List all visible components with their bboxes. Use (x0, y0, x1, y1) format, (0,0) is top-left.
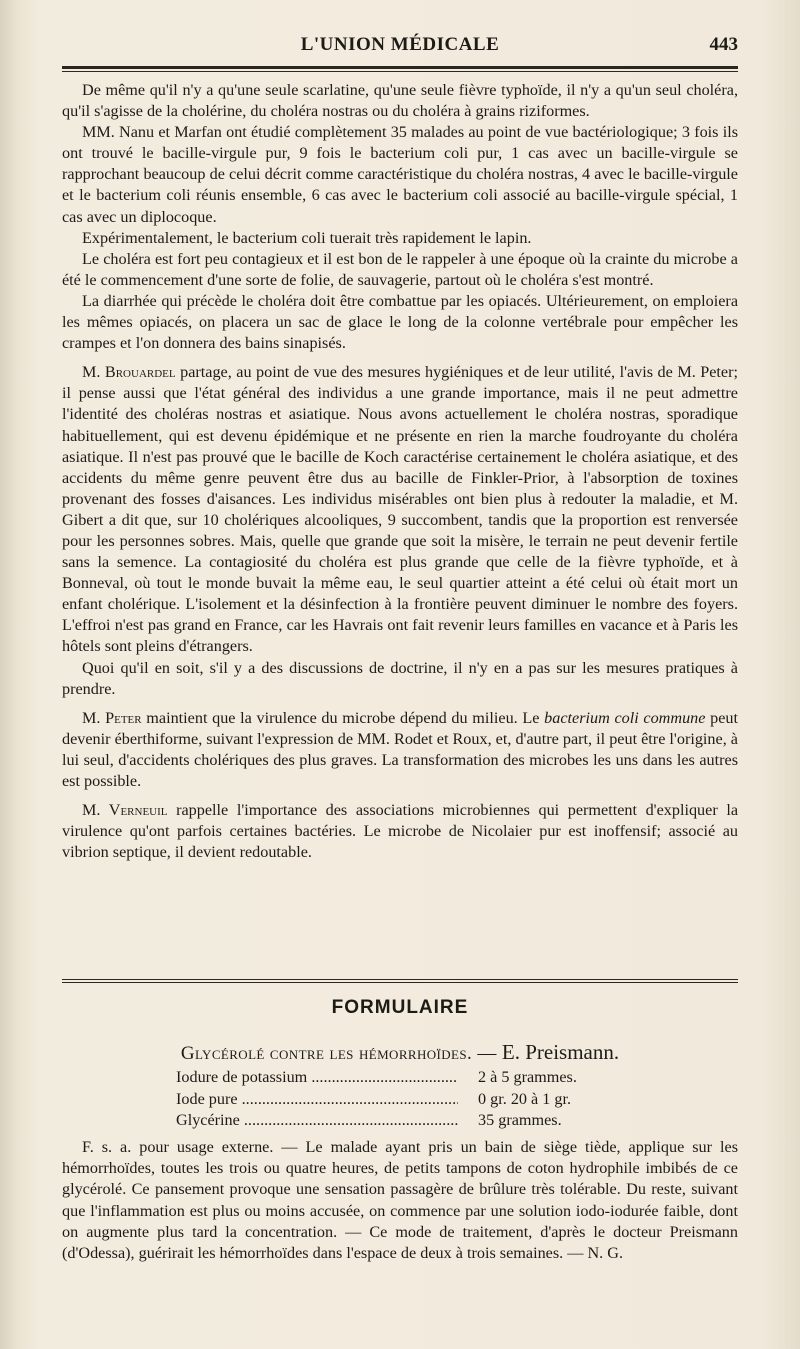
paragraph-brouardel (62, 362, 738, 657)
header-rule-thin (62, 71, 738, 72)
paragraph-text: peut devenir éberthiforme, suivant l'expression de MM. Rodet et Roux, et, d'autre part, il peut être l'origine, à lui seul, d'accidents cholériques des plus graves. La transformation des microbes les uns dans les autres est possible. (62, 708, 738, 790)
paragraph-text: partage, au point de vue des mesures hygiéniques et de leur utilité, l'avis de M. Peter; il pense aussi que l'état général des individus a une grande importance, mais il ne peut admettre l'identité des choléras nostras et asiatique. Nous avons actuellement le choléra nostras, sporadique habituellement, qui est devenu épidémique et ne présente en rien la marche foudroyante du choléra asiatique. Il n'est pas prouvé que le bacille de Koch caractérise certainement le choléra asiatique, et des accidents du même genre peuvent être dus au bacille de Finkler-Prior, à l'absorption de toxines provenant des fosses d'aisances. Les individus misérables ont bien plus à redouter la maladie, et M. Gibert a dit que, sur 10 cholériques alcooliques, 9 succombent, tandis que la proportion est renversée pour les personnes sobres. Mais, quelle que grande que soit la misère, le terrain ne peut devenir fertile sans la semence. La contagiosité du choléra est plus grande que celle de la fièvre typhoïde, et à Bonneval, où tout le monde buvait la même eau, le seul quartier atteint a été celui où était mort un enfant cholérique. L'isolement et la désinfection à la frontière peuvent diminuer le nombre des foyers. L'effroi n'est pas grand en France, car les Havrais ont fait revenir leurs familles en vacance et à Paris les hôtels sont pleins d'étrangers. (62, 363, 738, 656)
paragraph: MM. Nanu et Marfan ont étudié complètement 35 malades au point de vue bactériologique; 3 fois ils ont trouvé le bacille-virgule pur, 9 fois le bacterium coli pur, 1 cas avec un bacille-virgule se rapprochant beaucoup de celui décrit comme caractéristique du choléra nostras, 4 avec le bacille-virgule et le bacterium coli réunis ensemble, 6 cas avec le bacterium coli associé au bacille-virgule spécial, 1 cas avec un diplocoque. (62, 123, 738, 226)
page-number: 443 (709, 34, 738, 55)
section-title: FORMULAIRE (331, 997, 469, 1018)
speaker-name: M. Peter (82, 708, 142, 727)
paragraph-text: maintient que la virulence du microbe dépend du milieu. Le (141, 708, 545, 727)
page-header (62, 34, 738, 62)
recipe-title (0, 1040, 800, 1065)
ingredient-row (176, 1089, 666, 1111)
italic-term: bacterium coli commune (544, 708, 706, 727)
paragraph-verneuil (62, 800, 738, 863)
speaker-name: M. Verneuil (82, 801, 168, 820)
paragraph: Le choléra est fort peu contagieux et il est bon de le rappeler à une époque où la crainte du microbe a été le commencement d'une sorte de folie, de sauvagerie, partout où le choléra s'est montré. (62, 249, 738, 289)
ingredient-row (176, 1110, 666, 1132)
header-rule (62, 66, 738, 69)
ingredient-row (176, 1067, 666, 1089)
paragraph-text: rappelle l'importance des associations microbiennes qui permettent d'expliquer la virulence qu'ont parfois certaines bactéries. Le microbe de Nicolaier pur est inoffensif; associé au vibrion septique, il devient redoutable. (62, 801, 739, 862)
paragraph: Expérimentalement, le bacterium coli tuerait très rapidement le lapin. (82, 228, 532, 247)
article-body (62, 80, 738, 863)
paragraph: La diarrhée qui précède le choléra doit être combattue par les opiacés. Ultérieurement, on emploiera les mêmes opiacés, on placera un sac de glace le long de la colonne vertébrale pour empêcher les crampes et l'on donnera des bains sinapisés. (62, 291, 738, 353)
ingredient-list (176, 1067, 666, 1132)
ingredient-qty: 2 à 5 grammes. (478, 1068, 577, 1086)
paragraph: De même qu'il n'y a qu'une seule scarlatine, qu'une seule fièvre typhoïde, il n'y a qu'un seul choléra, qu'il s'agisse de la cholérine, du choléra nostras ou du choléra à grains riziformes. (62, 81, 738, 121)
recipe-author: E. Preismann. (501, 1040, 620, 1064)
speaker-name: M. Brouardel (82, 363, 176, 382)
ingredient-qty: 35 grammes. (478, 1111, 562, 1129)
recipe-name: Glycérolé contre les hémorrhoïdes. — (180, 1043, 502, 1064)
ingredient-qty: 0 gr. 20 à 1 gr. (478, 1089, 572, 1108)
running-title: L'UNION MÉDICALE (300, 34, 500, 55)
paragraph: Quoi qu'il en soit, s'il y a des discussions de doctrine, il n'y en a pas sur les mesures pratiques à prendre. (62, 658, 738, 698)
ingredient-name: Iode pure ..... (176, 1089, 458, 1111)
instructions-text: F. s. a. pour usage externe. — Le malade ayant pris un bain de siège tiède, applique sur les hémorrhoïdes, toutes les trois ou quatre heures, de petits tampons de coton hydrophile imbibés de ce glycérolé. Ce pansement provoque une sensation passagère de brûlure très tolérable. Du reste, suivant que l'inflammation est plus ou moins accusée, on commence par une solution iodo-iodurée faible, dont on augmente plus tard la concentration. — Ce mode de traitement, d'après le docteur Preismann (d'Odessa), guérirait les hémorrhoïdes dans l'espace de deux à trois semaines. — N. G. (62, 1138, 738, 1263)
recipe-instructions (62, 1137, 738, 1264)
ingredient-name: Glycérine ..... (176, 1110, 458, 1132)
paragraph-peter (62, 708, 738, 792)
ingredient-name: Iodure de potassium ..... (176, 1067, 458, 1089)
section-divider (62, 979, 738, 983)
